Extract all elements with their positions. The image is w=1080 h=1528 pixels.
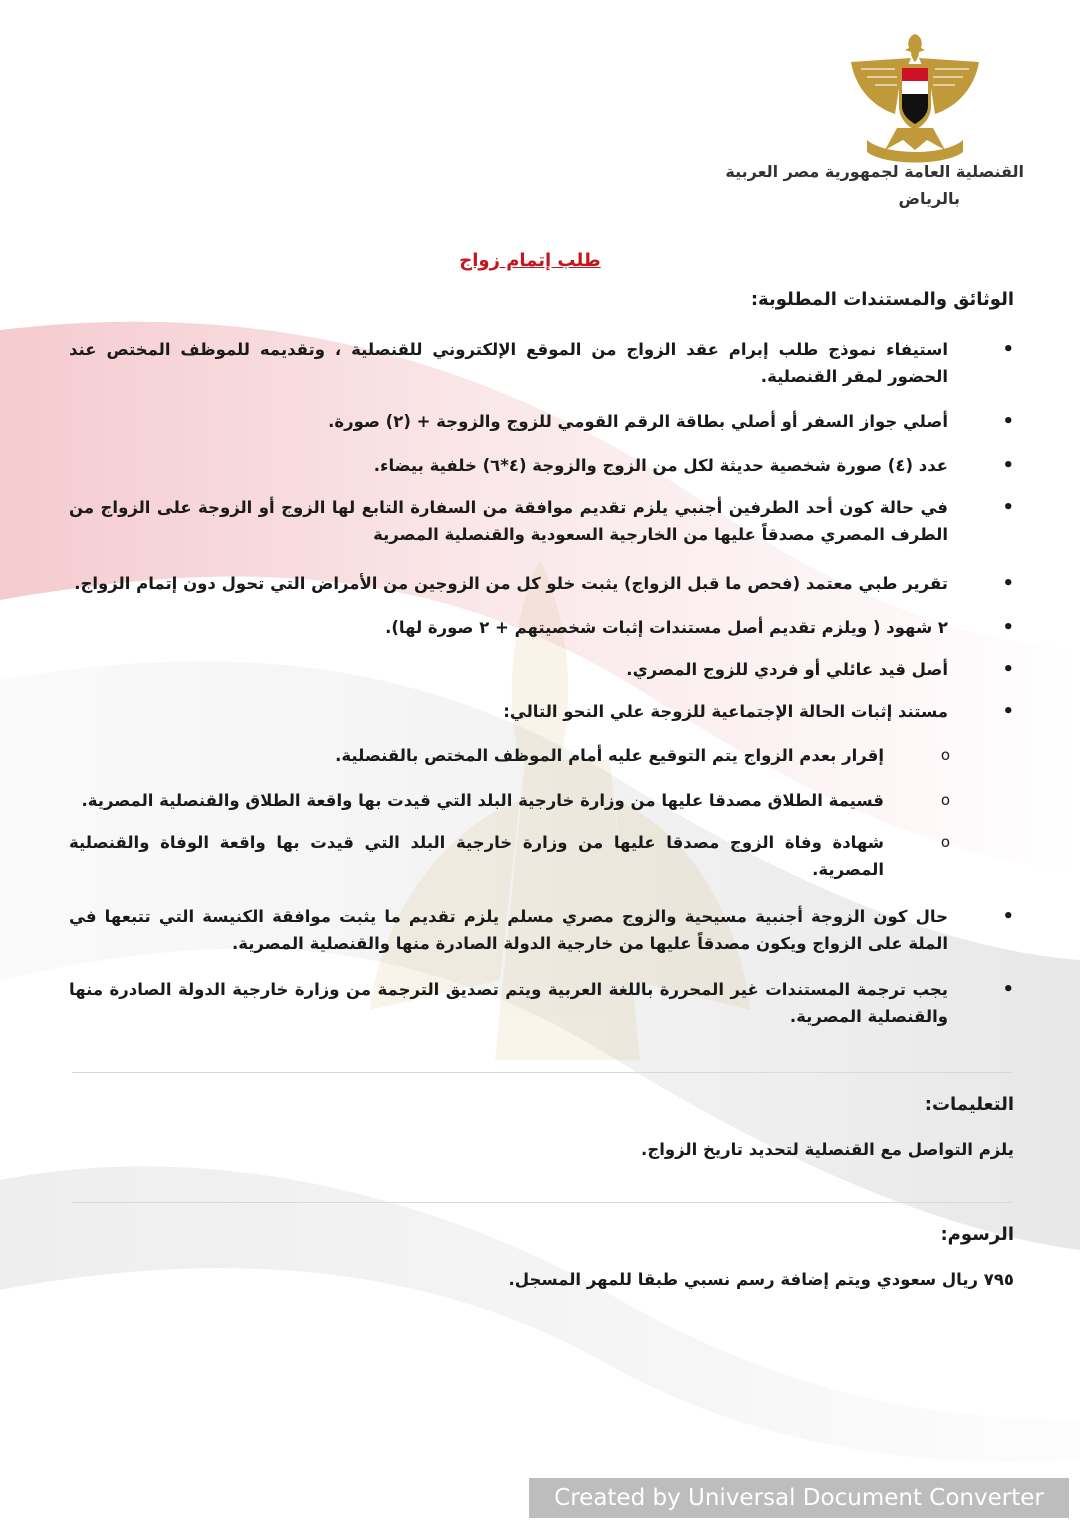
list-item: • عدد (٤) صورة شخصية حديثة لكل من الزوج والزوجة (٤*٦) خلفية بيضاء. <box>69 452 1014 479</box>
instructions-text: يلزم التواصل مع القنصلية لتحديد تاريخ الزواج. <box>641 1140 1014 1159</box>
circle-bullet-icon: o <box>940 746 950 764</box>
circle-bullet-icon: o <box>940 833 950 851</box>
bullet-icon: • <box>1002 979 1014 1000</box>
bullet-icon: • <box>1002 455 1014 476</box>
list-item: • حال كون الزوجة أجنبية مسيحية والزوج مصري مسلم يلزم تقديم ما يثبت موافقة الكنيسة التي تتبعها في الملة على الزواج ويكون مصدقاً عليها من خارجية الدولة الصادرة منها والقنصلية المصرية. <box>69 903 1014 957</box>
consulate-name: القنصلية العامة لجمهورية مصر العربية <box>725 162 1024 181</box>
list-item: • مستند إثبات الحالة الإجتماعية للزوجة علي النحو التالي: <box>69 698 1014 725</box>
list-item: • يجب ترجمة المستندات غير المحررة باللغة العربية ويتم تصديق الترجمة من وزارة خارجية الدولة الصادرة منها والقنصلية المصرية. <box>69 976 1014 1030</box>
section-divider <box>72 1202 1012 1203</box>
required-documents-heading: الوثائق والمستندات المطلوبة: <box>750 289 1014 310</box>
sub-list-item: o شهادة وفاة الزوج مصدقا عليها من وزارة خارجية البلد التي قيدت بها واقعة الوفاة والقنصلية المصرية. <box>69 829 1014 883</box>
bullet-icon: • <box>1002 906 1014 927</box>
bullet-icon: • <box>1002 659 1014 680</box>
converter-watermark: Created by Universal Document Converter <box>529 1478 1069 1518</box>
list-item: • أصل قيد عائلي أو فردي للزوج المصري. <box>69 656 1014 683</box>
egypt-eagle-emblem-icon <box>845 28 985 168</box>
list-item: • ٢ شهود ( ويلزم تقديم أصل مستندات إثبات شخصيتهم + ٢ صورة لها). <box>69 614 1014 641</box>
fees-heading: الرسوم: <box>940 1224 1014 1245</box>
bullet-icon: • <box>1002 339 1014 360</box>
consulate-city: بالرياض <box>898 189 960 208</box>
list-item: • استيفاء نموذج طلب إبرام عقد الزواج من الموقع الإلكتروني للقنصلية ، وتقديمه للموظف المختص عند الحضور لمقر القنصلية. <box>69 336 1014 390</box>
list-item: • أصلي جواز السفر أو أصلي بطاقة الرقم القومي للزوج والزوجة + (٢) صورة. <box>69 408 1014 435</box>
bullet-icon: • <box>1002 497 1014 518</box>
bullet-icon: • <box>1002 411 1014 432</box>
section-divider <box>72 1072 1012 1073</box>
list-item: • تقرير طبي معتمد (فحص ما قبل الزواج) يثبت خلو كل من الزوجين من الأمراض التي تحول دون إتمام الزواج. <box>69 570 1014 597</box>
list-item: • في حالة كون أحد الطرفين أجنبي يلزم تقديم موافقة من السفارة التابع لها الزوج أو الزوجة على الزواج من الطرف المصري مصدقاً عليها من الخارجية السعودية والقنصلية المصرية <box>69 494 1014 548</box>
instructions-heading: التعليمات: <box>924 1094 1014 1115</box>
sub-list-item: o إقرار بعدم الزواج يتم التوقيع عليه أمام الموظف المختص بالقنصلية. <box>69 742 1014 769</box>
bullet-icon: • <box>1002 617 1014 638</box>
sub-list-item: o قسيمة الطلاق مصدقا عليها من وزارة خارجية البلد التي قيدت بها واقعة الطلاق والقنصلية المصرية. <box>69 787 1014 814</box>
fees-text: ٧٩٥ ريال سعودي ويتم إضافة رسم نسبي طبقا للمهر المسجل. <box>508 1270 1014 1289</box>
bullet-icon: • <box>1002 573 1014 594</box>
bullet-icon: • <box>1002 701 1014 722</box>
document-title: طلب إتمام زواج <box>459 250 601 271</box>
circle-bullet-icon: o <box>940 791 950 809</box>
